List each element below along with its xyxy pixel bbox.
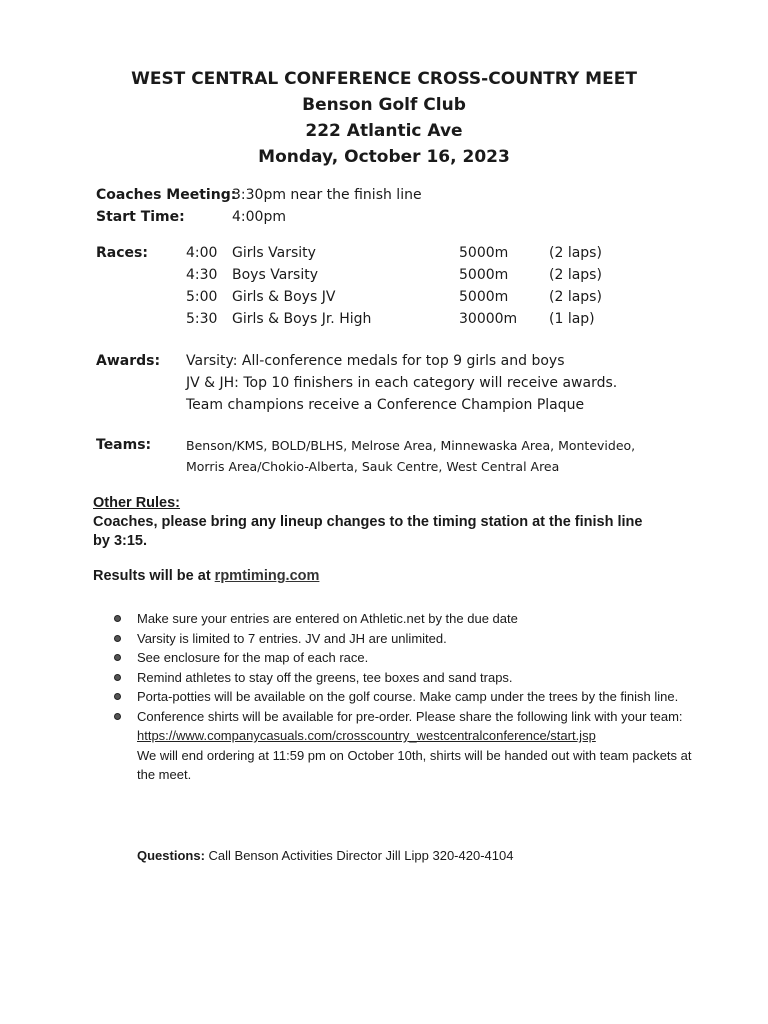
race-time: 5:00: [186, 289, 218, 305]
awards-list: [186, 350, 617, 416]
race-row: [0, 264, 768, 286]
questions-text: Call Benson Activities Director Jill Lipp 320-420-4104: [204, 848, 514, 863]
list-item: [112, 629, 692, 649]
list-item-text: Make sure your entries are entered on Athletic.net by the due date: [137, 611, 518, 626]
other-rules-section: [93, 494, 642, 551]
race-time: 4:30: [186, 267, 218, 283]
race-name: Girls & Boys JV: [232, 289, 336, 305]
coaches-meeting-label: Coaches Meeting:: [96, 187, 237, 203]
rules-bullet-list: [112, 609, 692, 785]
awards-line: Varsity: All-conference medals for top 9 girls and boys: [186, 353, 565, 369]
bullet-icon: [114, 635, 121, 642]
other-rules-line: Coaches, please bring any lineup changes to the timing station at the finish line: [93, 514, 643, 530]
race-name: Girls Varsity: [232, 245, 316, 261]
race-time: 4:00: [186, 245, 218, 261]
teams-line: Morris Area/Chokio-Alberta, Sauk Centre, West Central Area: [186, 459, 560, 474]
list-item-text: Remind athletes to stay off the greens, tee boxes and sand traps.: [137, 669, 513, 685]
results-link[interactable]: rpmtiming.com: [214, 568, 320, 584]
list-item: [112, 668, 692, 688]
questions-line: [137, 846, 513, 866]
bullet-icon: [114, 674, 121, 681]
bullet-icon: [114, 615, 121, 622]
race-distance: 5000m: [459, 245, 509, 261]
bullet-icon: [114, 713, 121, 720]
other-rules-line: by 3:15.: [93, 533, 147, 549]
venue-address: 222 Atlantic Ave: [305, 121, 463, 141]
race-distance: 5000m: [459, 289, 509, 305]
shirts-text: Conference shirts will be available for pre-order. Please share the following link with your team:: [137, 708, 683, 724]
results-text: Results will be at: [93, 568, 215, 584]
flyer-header: [0, 66, 768, 170]
teams-label: Teams:: [96, 437, 152, 453]
list-item-text: See enclosure for the map of each race.: [137, 650, 369, 665]
meet-title: WEST CENTRAL CONFERENCE CROSS-COUNTRY MEET: [131, 69, 637, 89]
shirts-list-item: [112, 707, 692, 785]
questions-label: Questions:: [137, 848, 205, 863]
race-name: Boys Varsity: [232, 267, 318, 283]
awards-line: Team champions receive a Conference Champion Plaque: [186, 397, 585, 413]
race-laps: (1 lap): [549, 311, 595, 327]
meet-date: Monday, October 16, 2023: [258, 147, 510, 167]
venue-name: Benson Golf Club: [302, 95, 466, 115]
start-time-row: [96, 206, 185, 228]
teams-list: [186, 435, 635, 477]
list-item-text: Porta-potties will be available on the golf course. Make camp under the trees by the finish line.: [137, 689, 679, 704]
other-rules-title: Other Rules:: [93, 495, 181, 511]
awards-line: JV & JH: Top 10 finishers in each category will receive awards.: [186, 375, 618, 391]
start-time-label: Start Time:: [96, 209, 185, 225]
list-item: [112, 609, 692, 629]
awards-label: Awards:: [96, 353, 161, 369]
coaches-meeting-row: [96, 184, 236, 206]
race-row: [0, 242, 768, 264]
races-label: Races:: [96, 245, 148, 261]
coaches-meeting-value: 3:30pm near the finish line: [232, 187, 422, 203]
race-laps: (2 laps): [549, 289, 602, 305]
list-item: [112, 648, 692, 668]
race-distance: 30000m: [459, 311, 518, 327]
list-item: [112, 687, 692, 707]
shirts-note: We will end ordering at 11:59 pm on October 10th, shirts will be handed out with team packets at the meet.: [137, 747, 692, 782]
race-laps: (2 laps): [549, 267, 602, 283]
race-row: [0, 308, 768, 330]
bullet-icon: [114, 654, 121, 661]
results-line: [93, 567, 319, 586]
race-name: Girls & Boys Jr. High: [232, 311, 372, 327]
race-distance: 5000m: [459, 267, 509, 283]
bullet-icon: [114, 693, 121, 700]
teams-line: Benson/KMS, BOLD/BLHS, Melrose Area, Minnewaska Area, Montevideo,: [186, 438, 636, 453]
list-item-text: Varsity is limited to 7 entries. JV and JH are unlimited.: [137, 630, 447, 646]
shirts-order-link[interactable]: https://www.companycasuals.com/crosscountry_westcentralconference/start.jsp: [137, 728, 596, 743]
race-time: 5:30: [186, 311, 218, 327]
race-row: [0, 286, 768, 308]
race-laps: (2 laps): [549, 245, 602, 261]
start-time-value: 4:00pm: [232, 209, 286, 225]
